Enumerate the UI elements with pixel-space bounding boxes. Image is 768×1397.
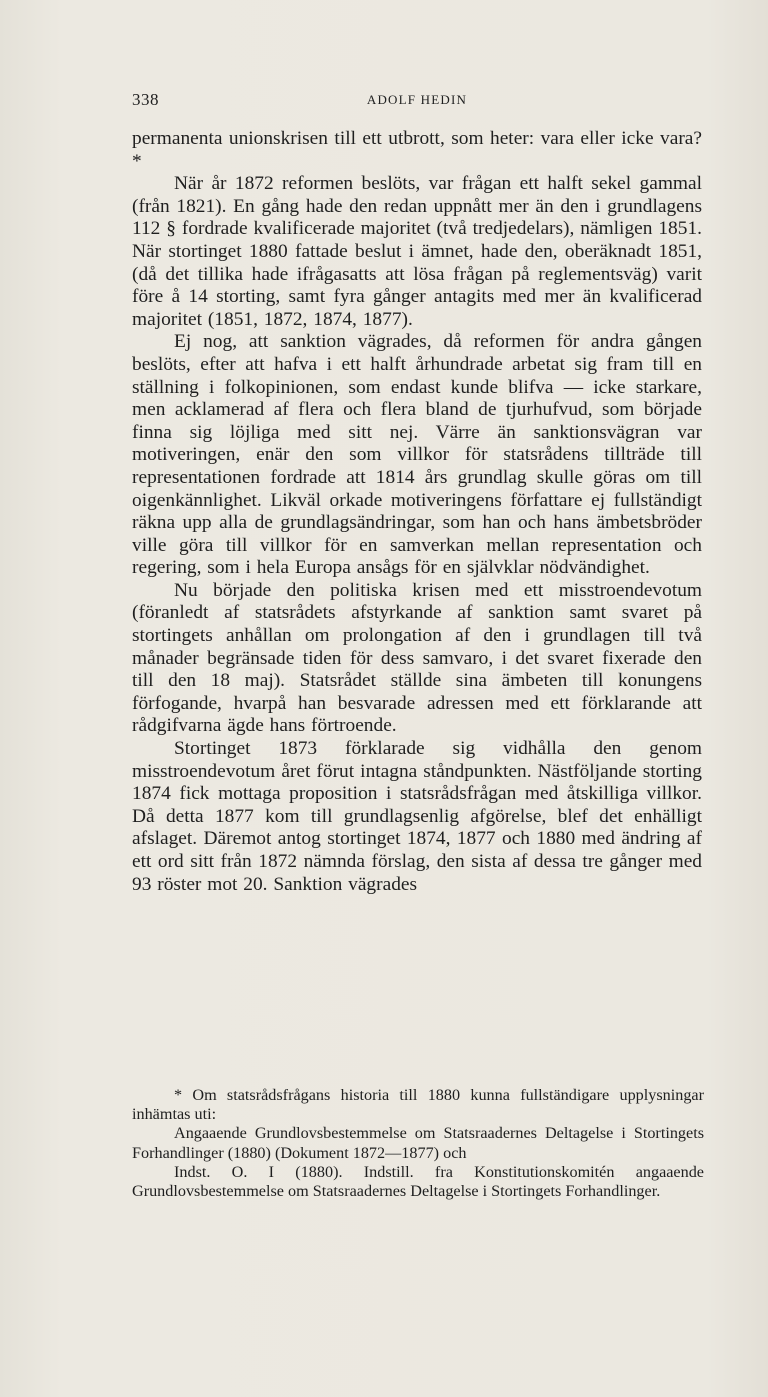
running-title: ADOLF HEDIN bbox=[366, 92, 468, 107]
paragraph-continuation: permanenta unionskrisen till ett utbrott, som heter: vara eller icke vara?* bbox=[132, 128, 702, 172]
footnote-reference: Indst. O. I (1880). Indstill. fra Konstitutionskomitén angaaende Grundlovsbestemmelse om Statsraadernes Deltagelse i Stortingets Forhandlinger. bbox=[132, 1162, 704, 1201]
running-header bbox=[132, 90, 702, 112]
footnotes bbox=[132, 1086, 704, 1201]
footnote-reference: Angaaende Grundlovsbestemmelse om Statsraadernes Deltagelse i Stortingets Forhandlinger (1880) (Dokument 1872—1877) och bbox=[132, 1124, 704, 1162]
body-text bbox=[132, 128, 702, 896]
footnote-intro: * Om statsrådsfrågans historia till 1880 kunna fullständigare upplysningar inhämtas uti: bbox=[132, 1086, 704, 1124]
paragraph: När år 1872 reformen beslöts, var frågan ett halft sekel gammal (från 1821). En gång hade den redan uppnått mer än den i grundlagens 112 § fordrade kvalificerade majoritet (två tredjedelars), nämligen 1851. När stortinget 1880 fattade beslut i ämnet, hade den, oberäknadt 1851, (då det tillika hade ifrågasatts att lösa frågan på reglementsväg) varit före å 14 storting, samt fyra gånger antagits med mer än kvalificerad majoritet (1851, 1872, 1874, 1877). bbox=[132, 173, 702, 330]
paragraph: Ej nog, att sanktion vägrades, då reformen för andra gången beslöts, efter att hafva i ett halft århundrade arbetat sig fram till en ställning i folkopinionen, som endast kunde blifva — icke starkare, men acklamerad af flera och flera bland de tjurhufvud, som började finna sig löjliga med sitt nej. Värre än sanktionsvägran var motiveringen, enär den som villkor för statsrådens tillträde till representationen fordrade att 1814 års grundlag skulle göras om till oigenkännlighet. Likväl orkade motiveringens författare ej fullständigt räkna upp alla de grundlagsändringar, som han och hans ämbetsbröder ville göra till villkor för en samverkan mellan representation och regering, som i hela Europa ansågs för en självklar nödvändighet. bbox=[132, 331, 702, 579]
page-number: 338 bbox=[132, 90, 159, 109]
paragraph: Stortinget 1873 förklarade sig vidhålla den genom misstroendevotum året förut intagna ståndpunkten. Nästföljande storting 1874 fick mottaga proposition i statsrådsfrågan med åtskilliga villkor. Då detta 1877 kom till grundlagsenlig afgörelse, blef det enhälligt afslaget. Däremot antog stortinget 1874, 1877 och 1880 med ändring af ett ord sitt från 1872 nämnda förslag, den sista af dessa tre gånger med 93 röster mot 20. Sanktion vägrades bbox=[132, 738, 702, 895]
paragraph: Nu började den politiska krisen med ett misstroendevotum (föranledt af statsrådets afstyrkande af sanktion samt svaret på stortingets anhållan om prolongation af den i grundlagen till två månader begränsade tiden för dess samvaro, i det svaret fixerade den till den 18 maj). Statsrådet ställde sina ämbeten till konungens förfogande, hvarpå han besvarade adressen med ett förklarande att rådgifvarna ägde hans förtroende. bbox=[132, 579, 702, 737]
